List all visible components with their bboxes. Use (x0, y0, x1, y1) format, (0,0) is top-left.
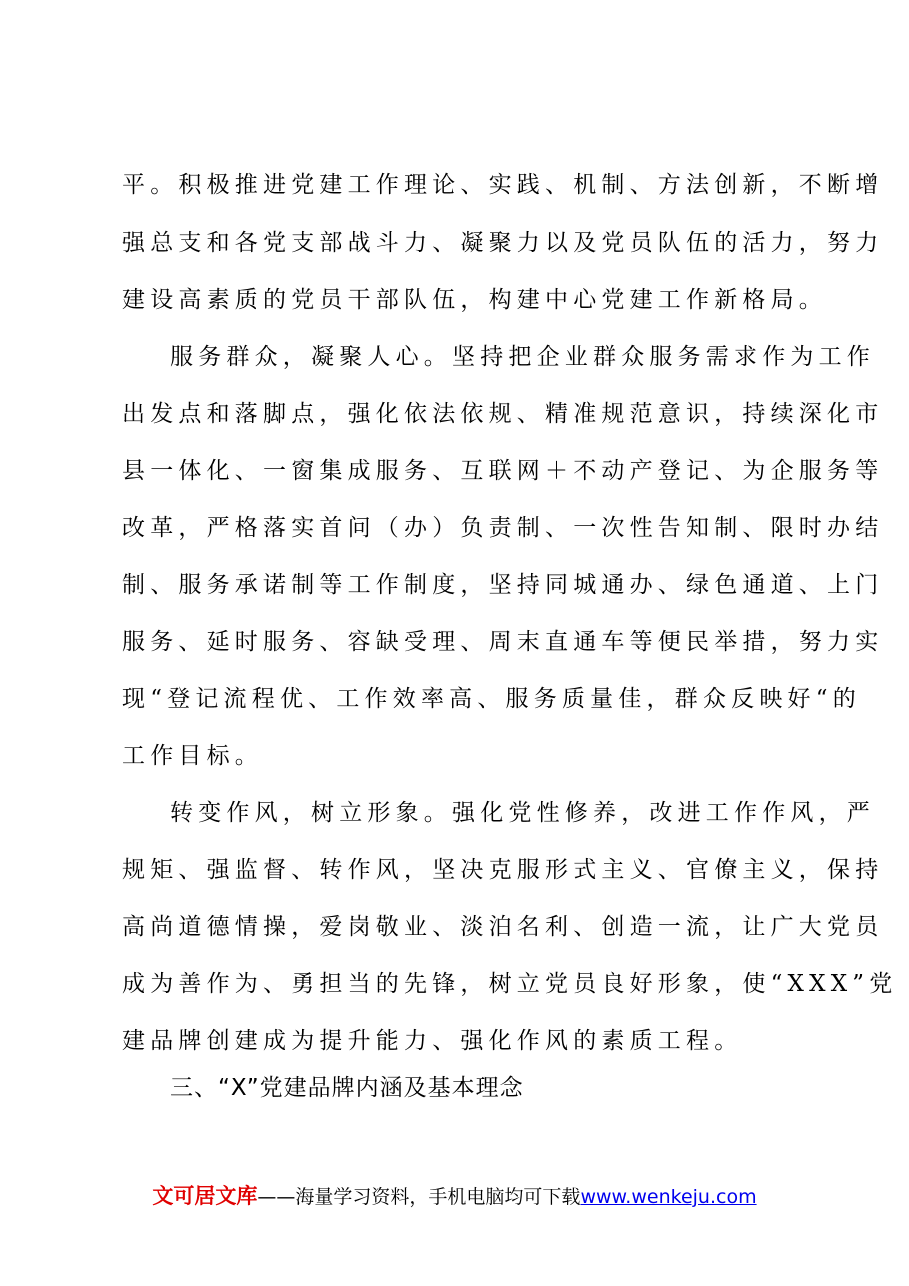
paragraph-2-line-4: 改革，严格落实首问（办）负责制、一次性告知制、限时办结 (122, 515, 884, 541)
footer-link[interactable]: www.wenkeju.com (580, 1186, 757, 1208)
paragraph-1-line-2: 强总支和各党支部战斗力、凝聚力以及党员队伍的活力，努力 (122, 230, 884, 256)
section-heading: 三、“X”党建品牌内涵及基本理念 (170, 1075, 524, 1101)
footer-brand: 文可居文库 (152, 1184, 258, 1208)
footer-banner (0, 1183, 909, 1210)
paragraph-1-line-1: 平。积极推进党建工作理论、实践、机制、方法创新，不断增 (122, 172, 884, 198)
paragraph-2-line-2: 出发点和落脚点，强化依法依规、精准规范意识，持续深化市 (122, 401, 884, 427)
paragraph-3-line-2: 规矩、强监督、转作风，坚决克服形式主义、官僚主义，保持 (122, 857, 884, 883)
paragraph-3-line-3: 高尚道德情操，爱岗敬业、淡泊名利、创造一流，让广大党员 (122, 914, 884, 940)
paragraph-3-line-4: 成为善作为、勇担当的先锋，树立党员良好形象，使“XXX”党 (122, 971, 898, 997)
paragraph-3-line-1: 转变作风，树立形象。强化党性修养，改进工作作风，严 (170, 800, 875, 826)
paragraph-2-line-5: 制、服务承诺制等工作制度，坚持同城通办、绿色通道、上门 (122, 572, 884, 598)
paragraph-3-line-5: 建品牌创建成为提升能力、强化作风的素质工程。 (122, 1028, 743, 1054)
paragraph-1-line-3: 建设高素质的党员干部队伍，构建中心党建工作新格局。 (122, 287, 827, 313)
paragraph-2-line-3: 县一体化、一窗集成服务、互联网＋不动产登记、为企服务等 (122, 458, 884, 484)
paragraph-2-line-1: 服务群众，凝聚人心。坚持把企业群众服务需求作为工作 (170, 344, 875, 370)
paragraph-2-line-6: 服务、延时服务、容缺受理、周末直通车等便民举措，努力实 (122, 629, 884, 655)
paragraph-2-line-7: 现“登记流程优、工作效率高、服务质量佳，群众反映好“的 (122, 686, 861, 712)
paragraph-2-line-8: 工作目标。 (122, 743, 263, 769)
footer-tagline: ——海量学习资料，手机电脑均可下载 (257, 1186, 581, 1208)
